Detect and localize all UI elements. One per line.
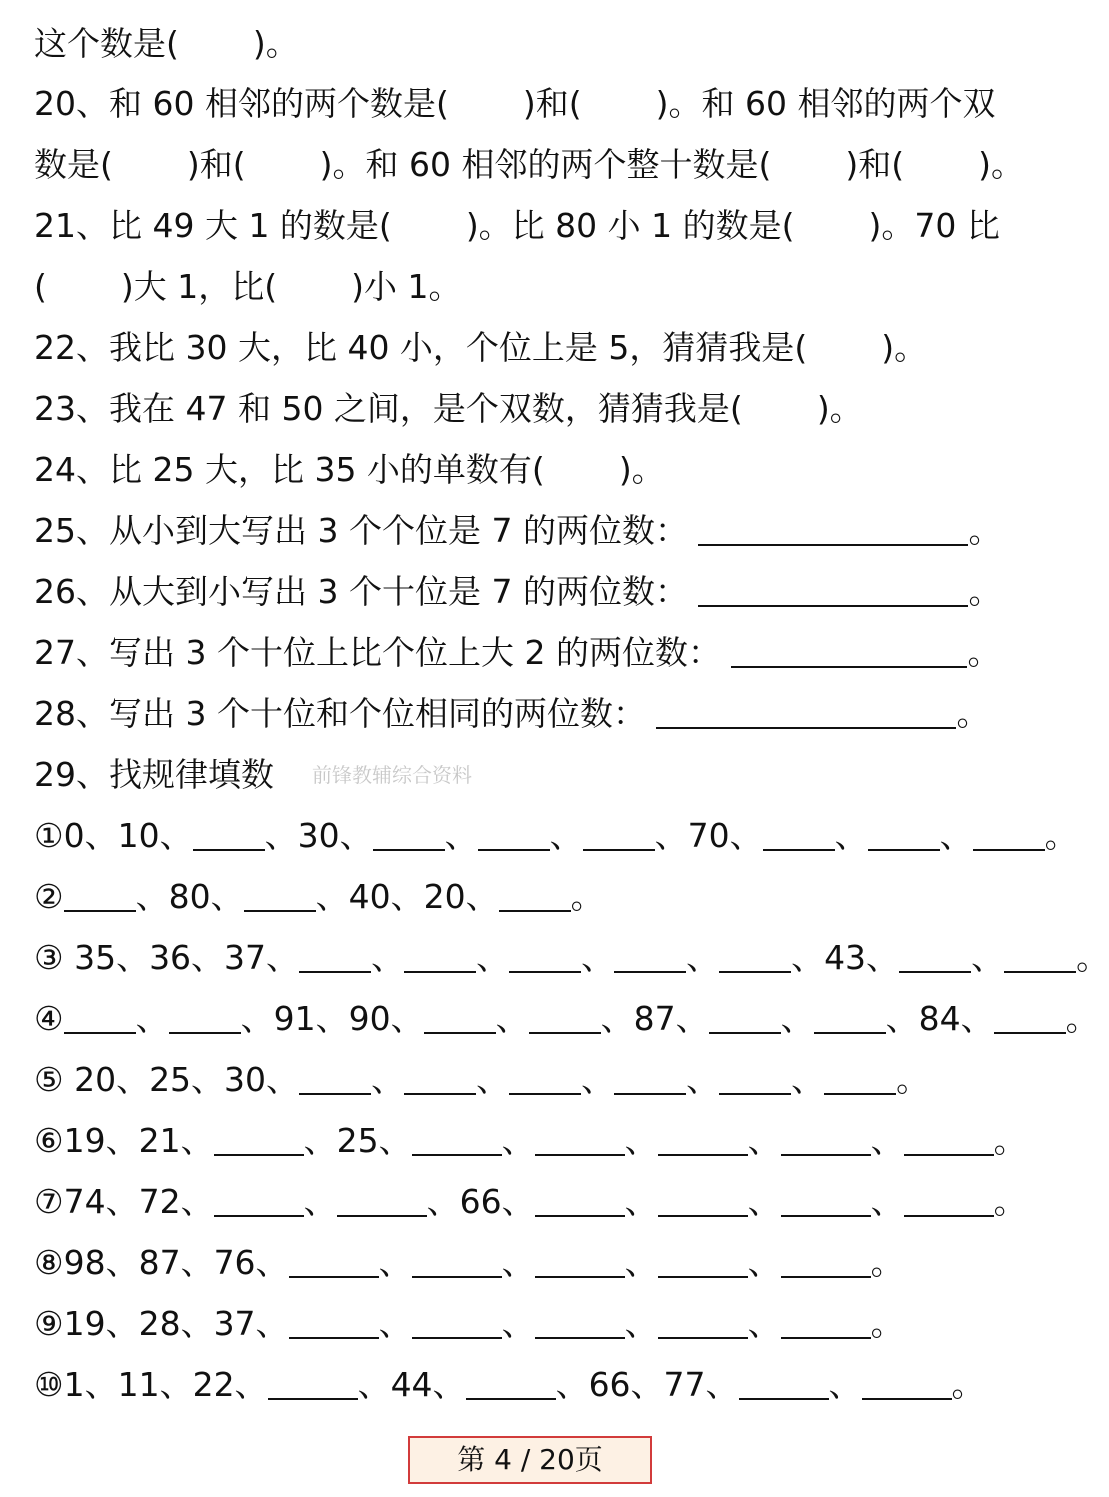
pattern-blank[interactable] — [658, 1246, 748, 1278]
pattern-blank[interactable] — [299, 941, 371, 973]
pattern-blank[interactable] — [814, 1002, 886, 1034]
pattern-blank[interactable] — [169, 1002, 241, 1034]
pattern-blank[interactable] — [899, 941, 971, 973]
pattern-blank[interactable] — [824, 1063, 896, 1095]
pattern-blank[interactable] — [412, 1124, 502, 1156]
pattern-blank[interactable] — [658, 1185, 748, 1217]
pattern-blank[interactable] — [478, 819, 550, 851]
answer-line[interactable] — [656, 697, 956, 729]
pattern-blank[interactable] — [781, 1307, 871, 1339]
pattern-blank[interactable] — [904, 1185, 994, 1217]
pattern-blank[interactable] — [509, 941, 581, 973]
q25: 25、从小到大写出 3 个个位是 7 的两位数： 。 — [34, 511, 1002, 550]
q20-line2: 数是( )和( )。和 60 相邻的两个整十数是( )和( )。 — [34, 145, 1024, 184]
pattern-blank[interactable] — [719, 1063, 791, 1095]
pattern-blank[interactable] — [1004, 941, 1076, 973]
pattern-2: ② 、80、 、40、20、 。 — [34, 877, 604, 916]
pattern-blank[interactable] — [763, 819, 835, 851]
pattern-blank[interactable] — [64, 1002, 136, 1034]
pattern-blank[interactable] — [904, 1124, 994, 1156]
pattern-blank[interactable] — [404, 941, 476, 973]
pattern-10: ⑩1、11、22、 、44、 、66、77、 、 。 — [34, 1365, 985, 1404]
pattern-blank[interactable] — [337, 1185, 427, 1217]
pattern-blank[interactable] — [868, 819, 940, 851]
pattern-blank[interactable] — [404, 1063, 476, 1095]
pattern-5: ⑤ 20、25、30、 、 、 、 、 、 。 — [34, 1060, 930, 1099]
pattern-blank[interactable] — [658, 1307, 748, 1339]
pattern-blank[interactable] — [64, 880, 136, 912]
pattern-3: ③ 35、36、37、 、 、 、 、 、43、 、 。 — [34, 938, 1109, 977]
pattern-blank[interactable] — [244, 880, 316, 912]
pattern-blank[interactable] — [862, 1368, 952, 1400]
q27: 27、写出 3 个十位上比个位上大 2 的两位数： 。 — [34, 633, 1001, 672]
q21-line2: ( )大 1，比( )小 1。 — [34, 267, 462, 306]
pattern-blank[interactable] — [614, 1063, 686, 1095]
pattern-blank[interactable] — [268, 1368, 358, 1400]
answer-line[interactable] — [698, 575, 968, 607]
answer-line[interactable] — [698, 514, 968, 546]
pattern-blank[interactable] — [424, 1002, 496, 1034]
q19-tail: 这个数是( )。 — [34, 24, 299, 63]
pattern-blank[interactable] — [535, 1185, 625, 1217]
pattern-blank[interactable] — [781, 1185, 871, 1217]
pattern-blank[interactable] — [781, 1124, 871, 1156]
q22: 22、我比 30 大，比 40 小，个位上是 5，猜猜我是( )。 — [34, 328, 928, 367]
pattern-blank[interactable] — [466, 1368, 556, 1400]
pattern-blank[interactable] — [529, 1002, 601, 1034]
q21-line1: 21、比 49 大 1 的数是( )。比 80 小 1 的数是( )。70 比 — [34, 206, 1000, 245]
pattern-blank[interactable] — [719, 941, 791, 973]
pattern-1: ①0、10、 、30、 、 、 、70、 、 、 。 — [34, 816, 1078, 855]
watermark: 前锋教辅综合资料 — [312, 763, 472, 787]
q23: 23、我在 47 和 50 之间，是个双数，猜猜我是( )。 — [34, 389, 863, 428]
pattern-blank[interactable] — [781, 1246, 871, 1278]
pattern-blank[interactable] — [614, 941, 686, 973]
pattern-blank[interactable] — [658, 1124, 748, 1156]
pattern-blank[interactable] — [214, 1124, 304, 1156]
q29-title: 29、找规律填数 前锋教辅综合资料 — [34, 755, 472, 794]
pattern-blank[interactable] — [373, 819, 445, 851]
pattern-blank[interactable] — [214, 1185, 304, 1217]
q20-line1: 20、和 60 相邻的两个数是( )和( )。和 60 相邻的两个双 — [34, 84, 996, 123]
pattern-blank[interactable] — [509, 1063, 581, 1095]
q26: 26、从大到小写出 3 个十位是 7 的两位数： 。 — [34, 572, 1002, 611]
q28: 28、写出 3 个十位和个位相同的两位数： 。 — [34, 694, 990, 733]
pattern-4: ④ 、 、91、90、 、 、87、 、 、84、 。 — [34, 999, 1099, 1038]
pattern-blank[interactable] — [289, 1307, 379, 1339]
pattern-blank[interactable] — [535, 1307, 625, 1339]
pattern-9: ⑨19、28、37、 、 、 、 、 。 — [34, 1304, 904, 1343]
page-indicator: 第 4 / 20页 — [408, 1436, 652, 1484]
pattern-blank[interactable] — [583, 819, 655, 851]
pattern-blank[interactable] — [535, 1246, 625, 1278]
pattern-7: ⑦74、72、 、 、66、 、 、 、 。 — [34, 1182, 1027, 1221]
pattern-blank[interactable] — [412, 1246, 502, 1278]
pattern-blank[interactable] — [299, 1063, 371, 1095]
pattern-blank[interactable] — [535, 1124, 625, 1156]
q24: 24、比 25 大，比 35 小的单数有( )。 — [34, 450, 665, 489]
pattern-6: ⑥19、21、 、25、 、 、 、 、 。 — [34, 1121, 1027, 1160]
pattern-blank[interactable] — [739, 1368, 829, 1400]
answer-line[interactable] — [731, 636, 967, 668]
pattern-blank[interactable] — [289, 1246, 379, 1278]
pattern-blank[interactable] — [973, 819, 1045, 851]
pattern-blank[interactable] — [193, 819, 265, 851]
pattern-blank[interactable] — [412, 1307, 502, 1339]
pattern-8: ⑧98、87、76、 、 、 、 、 。 — [34, 1243, 904, 1282]
pattern-blank[interactable] — [994, 1002, 1066, 1034]
pattern-blank[interactable] — [709, 1002, 781, 1034]
pattern-blank[interactable] — [499, 880, 571, 912]
